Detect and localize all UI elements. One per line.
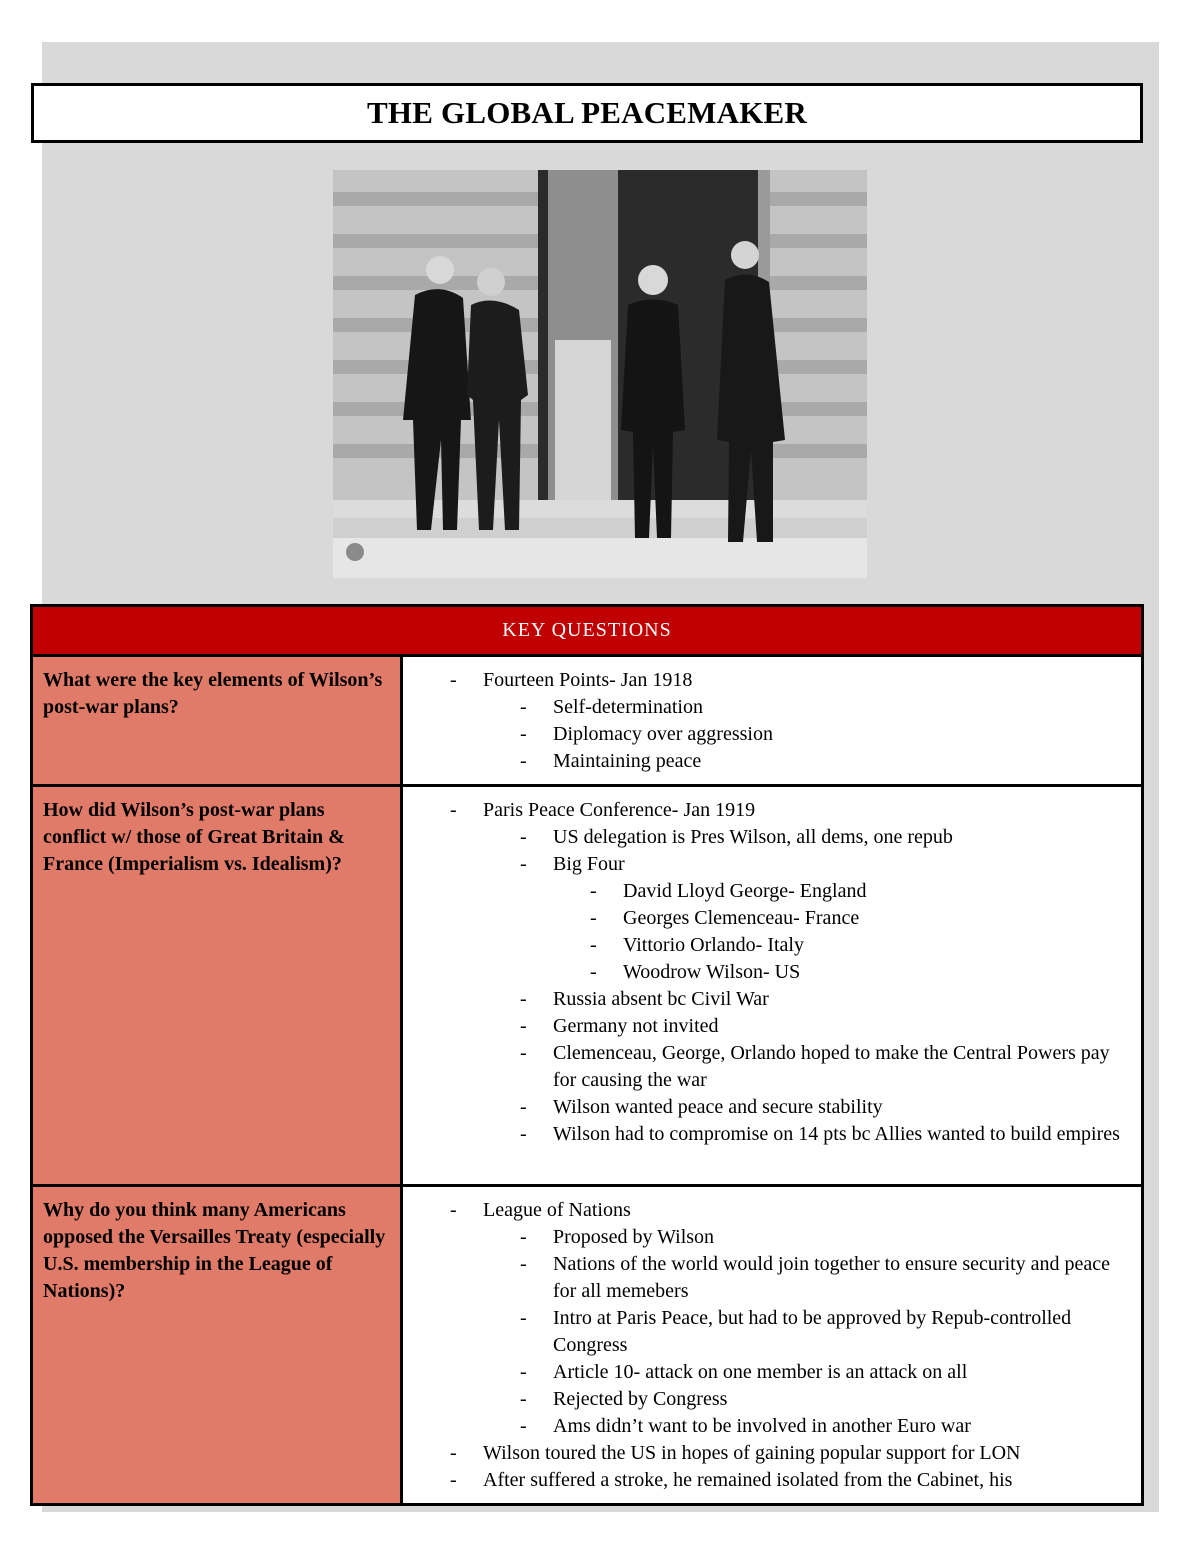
question-cell — [33, 657, 403, 784]
answer-subsubitem: - Georges Clemenceau- France — [623, 905, 1121, 932]
question-row — [33, 1187, 1141, 1503]
title-box — [31, 83, 1143, 143]
answer-item: - Wilson toured the US in hopes of gaining popular support for LON — [483, 1440, 1121, 1467]
answer-subitem: - Russia absent bc Civil War — [553, 986, 1121, 1013]
answer-list — [403, 667, 1121, 775]
question-text: What were the key elements of Wilson’s post-war plans? — [43, 669, 383, 718]
answer-subitem: - Diplomacy over aggression — [553, 721, 1121, 748]
question-text: Why do you think many Americans opposed the Versailles Treaty (especially U.S. membership in the League of Nations)? — [43, 1199, 386, 1302]
answer-subitem: - Big Four - David Lloyd George- England - Georges Clemenceau- France - Vittorio Orlando- Italy - Woodrow Wilson- US — [553, 851, 1121, 986]
answer-cell — [403, 657, 1141, 784]
answer-subitem: - Intro at Paris Peace, but had to be approved by Repub-controlled Congress — [553, 1305, 1121, 1359]
answer-subitem: - Nations of the world would join together to ensure security and peace for all memebers — [553, 1251, 1121, 1305]
answer-subitem: - Clemenceau, George, Orlando hoped to make the Central Powers pay for causing the war — [553, 1040, 1121, 1094]
answer-subitem: - Proposed by Wilson — [553, 1224, 1121, 1251]
answer-subitem: - Rejected by Congress — [553, 1386, 1121, 1413]
question-cell — [33, 787, 403, 1184]
answer-item: - After suffered a stroke, he remained isolated from the Cabinet, his — [483, 1467, 1121, 1494]
answer-subitem: - Self-determination — [553, 694, 1121, 721]
answer-item: - Paris Peace Conference- Jan 1919 - US delegation is Pres Wilson, all dems, one repub - Big Four - David Lloyd George- England - Georges Clemenceau- France - Vittorio Orlando- Italy - Woodrow Wilson- US - Russia absent bc Civil War - Germany not invited - Clemenceau, George, Orlando hoped to make the Central Powers pay for causing the war - Wilson wanted peace and secure stability - Wilson had to compromise on 14 pts bc Allies wanted to build empires — [483, 797, 1121, 1148]
answer-subitem: - Wilson had to compromise on 14 pts bc Allies wanted to build empires — [553, 1121, 1121, 1148]
key-questions-header-label: KEY QUESTIONS — [502, 619, 672, 641]
answer-subitem: - Maintaining peace — [553, 748, 1121, 775]
question-row — [33, 657, 1141, 787]
answer-item: - League of Nations - Proposed by Wilson - Nations of the world would join together to ensure security and peace for all memebers - Intro at Paris Peace, but had to be approved by Repub-controlled Congress - Article 10- attack on one member is an attack on all - Rejected by Congress - Ams didn’t want to be involved in another Euro war — [483, 1197, 1121, 1440]
answer-subitem: - Ams didn’t want to be involved in another Euro war — [553, 1413, 1121, 1440]
page-title: THE GLOBAL PEACEMAKER — [367, 95, 807, 130]
answer-cell — [403, 787, 1141, 1184]
key-questions-table — [30, 604, 1144, 1506]
answer-subitem: - US delegation is Pres Wilson, all dems, one repub — [553, 824, 1121, 851]
question-text: How did Wilson’s post-war plans conflict w/ those of Great Britain & France (Imperialism vs. Idealism)? — [43, 799, 345, 875]
answer-subitem: - Germany not invited — [553, 1013, 1121, 1040]
answer-subitem: - Wilson wanted peace and secure stability — [553, 1094, 1121, 1121]
answer-subsubitem: - Woodrow Wilson- US — [623, 959, 1121, 986]
answer-subitem: - Article 10- attack on one member is an attack on all — [553, 1359, 1121, 1386]
answer-list — [403, 1197, 1121, 1494]
answer-subsubitem: - David Lloyd George- England — [623, 878, 1121, 905]
answer-cell — [403, 1187, 1141, 1503]
key-questions-header — [33, 607, 1141, 657]
answer-subsubitem: - Vittorio Orlando- Italy — [623, 932, 1121, 959]
answer-item: - Fourteen Points- Jan 1918 - Self-determination - Diplomacy over aggression - Maintaining peace — [483, 667, 1121, 775]
question-cell — [33, 1187, 403, 1503]
question-row — [33, 787, 1141, 1187]
historical-photo — [333, 170, 867, 578]
answer-list — [403, 797, 1121, 1148]
